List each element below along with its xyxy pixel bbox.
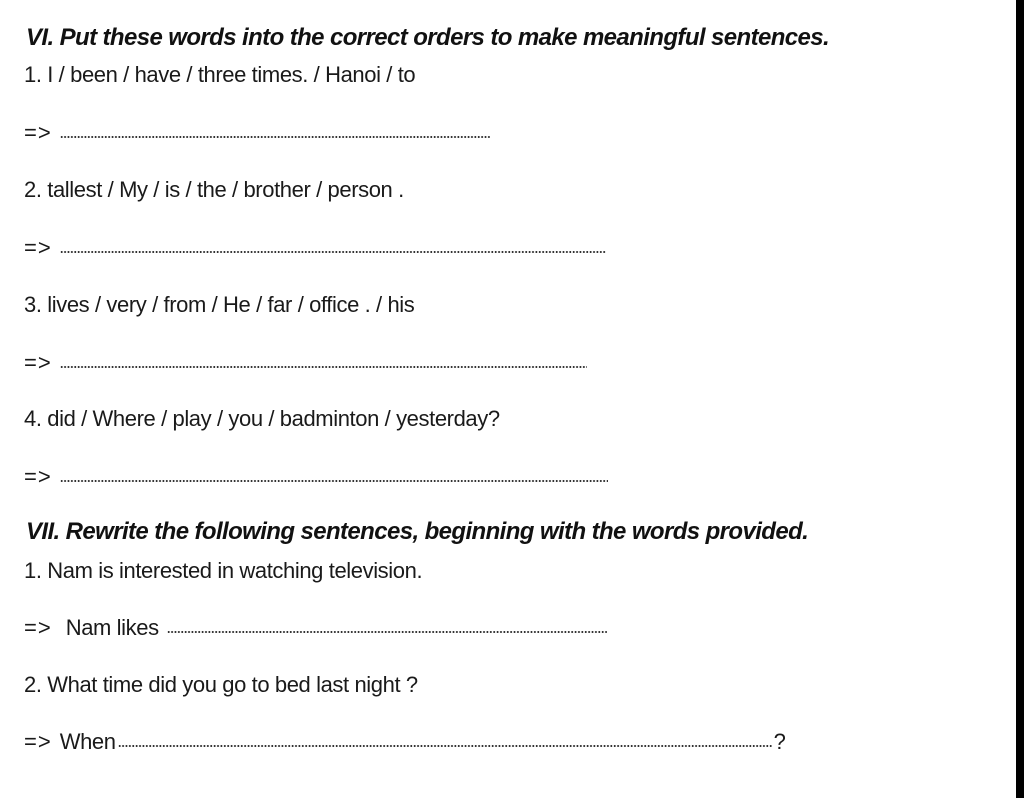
answer-blank[interactable] [167,630,607,634]
answer-arrow: => [24,120,52,145]
section-6-item-3-prompt: 3. lives / very / from / He / far / office . / his [24,292,415,317]
answer-arrow: => [24,235,52,260]
answer-arrow: => [24,615,52,640]
answer-arrow: => [24,350,52,375]
section-7-heading: VII. Rewrite the following sentences, beginning with the words provided. [26,518,809,545]
answer-start-words: Nam likes [65,615,159,640]
answer-arrow: => [24,464,52,489]
answer-blank[interactable] [60,365,587,369]
section-6-item-4-prompt: 4. did / Where / play / you / badminton / yesterday? [24,406,500,431]
answer-blank[interactable] [118,744,772,748]
answer-blank[interactable] [60,250,606,254]
answer-arrow: => [24,729,52,754]
section-7-item-2-prompt: 2. What time did you go to bed last night ? [24,672,418,697]
page-edge-bar [1016,0,1024,798]
section-6-item-1-prompt: 1. I / been / have / three times. / Hanoi / to [24,62,416,87]
section-6-item-2-answer-line[interactable] [24,235,606,261]
section-7-item-1-prompt: 1. Nam is interested in watching television. [24,558,423,583]
answer-end-mark: ? [773,729,786,754]
answer-blank[interactable] [60,135,490,139]
answer-blank[interactable] [60,479,608,483]
section-6-item-4-answer-line[interactable] [24,464,608,490]
section-6-item-1-answer-line[interactable] [24,120,490,146]
section-6-heading: VI. Put these words into the correct orders to make meaningful sentences. [26,24,830,51]
answer-start-words: When [59,729,116,754]
section-6-item-2-prompt: 2. tallest / My / is / the / brother / person . [24,177,404,202]
section-6-item-3-answer-line[interactable] [24,350,587,376]
section-7-item-2-answer-line[interactable] [24,729,786,755]
section-7-item-1-answer-line[interactable] [24,615,607,641]
